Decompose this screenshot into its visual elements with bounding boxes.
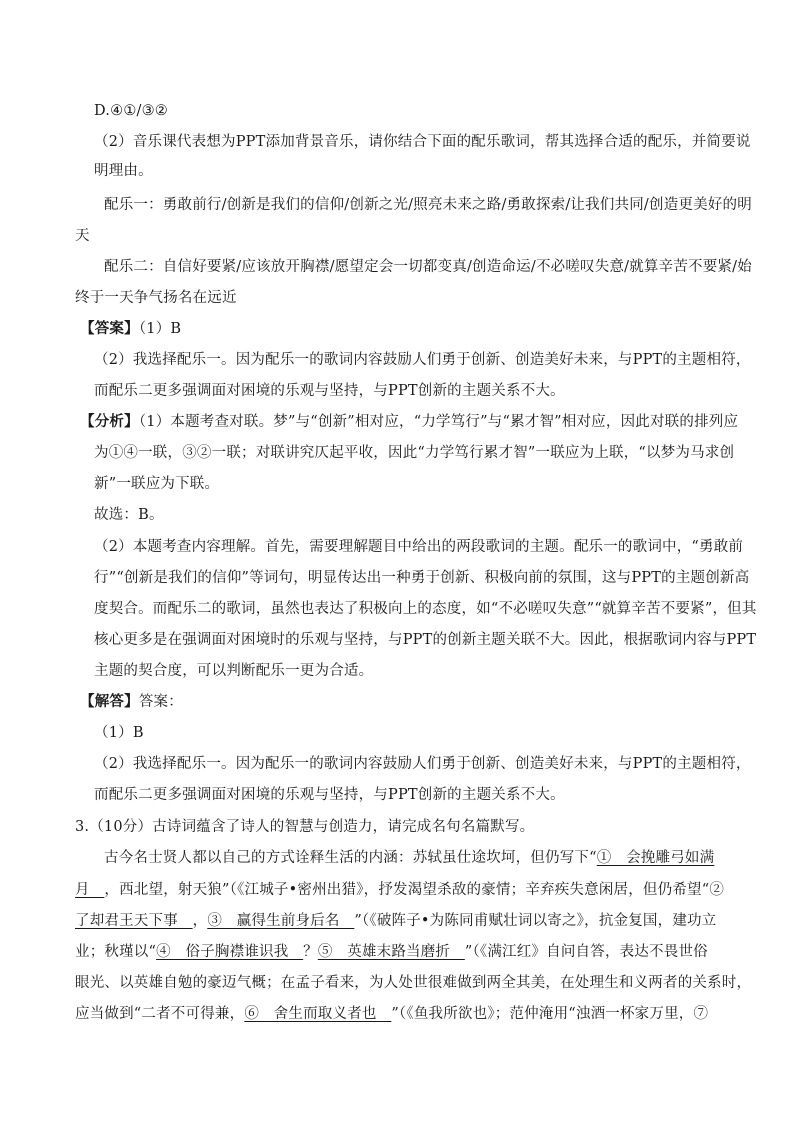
analysis-2-line4: 核心更多是在强调面对困境时的乐观与坚持，与PPT的创新主题关联不大。因此，根据歌词内容与PPT	[94, 632, 757, 648]
q3-line5: 眼光、以英雄自勉的豪迈气概；在孟子看来，为人处世很难做到两全其美，在处理生和义两者的关系时，	[75, 975, 752, 991]
q3-line4	[75, 942, 708, 962]
sub-question-2-line2: 明理由。	[94, 163, 153, 179]
q3-line4-text-c: ”（《满江红》自问自答，表达不畏世俗	[464, 944, 708, 960]
music-option-1-line1: 配乐一：勇敢前行/创新是我们的信仰/创新之光/照亮未来之路/勇敢探索/让我们共同/创造更美好的明	[104, 197, 752, 213]
q3-line4-text-b: ？	[303, 944, 318, 960]
answer-1: （1）B	[138, 321, 182, 337]
music-option-2-line2: 终于一天争气扬名在远近	[75, 290, 237, 306]
music-option-1-line2: 天	[75, 228, 90, 244]
blank-1-cont: 月	[75, 882, 105, 898]
q3-line3-text: ”（《破阵子•为陈同甫赋壮词以寄之》，抗金复国，建功立	[354, 913, 717, 929]
q3-line2-text: ，西北望，射天狼”（《江城子•密州出猎》，抒发渴望杀敌的豪情；辛弃疾失意闲居，但仍希望“	[104, 882, 710, 898]
analysis-1-line2: 为①④一联，③②一联；对联讲究仄起平收，因此“力学笃行累才智”一联应为上联，“以梦为马求创	[94, 445, 735, 461]
blank-5: ⑤ 英雄末路当磨折	[317, 944, 465, 960]
analysis-1-line3: 新”一联应为下联。	[94, 476, 220, 492]
analysis-1-line1: （1）本题考查对联。梦”与“创新”相对应，“力学笃行”与“累才智”相对应，因此对联的排列应	[138, 414, 739, 430]
analysis-2-line3: 度契合。而配乐二的歌词，虽然也表达了积极向上的态度，如“不必嗟叹失意”“就算辛苦不要紧”，但其	[94, 601, 757, 617]
q3-line1-text: 古今名士贤人都以自己的方式诠释生活的内涵：苏轼虽仕途坎坷，但仍写下“	[104, 850, 597, 866]
answer-2-line2: 而配乐二更多强调面对困境的乐观与坚持，与PPT创新的主题关系不大。	[94, 383, 565, 399]
q3-line1	[104, 848, 714, 868]
solution-label: 答案：	[138, 694, 183, 710]
analysis-2-line5: 主题的契合度，可以判断配乐一更为合适。	[94, 663, 374, 679]
music-option-2-line1: 配乐二：自信好要紧/应该放开胸襟/愿望定会一切都变真/创造命运/不必嗟叹失意/就算辛苦不要紧/始	[104, 259, 752, 275]
solution-tag: 【解答】	[80, 693, 139, 710]
blank-2: 了却君王天下事	[75, 913, 193, 929]
analysis-2-line1: （2）本题考查内容理解。首先，需要理解题目中给出的两段歌词的主题。配乐一的歌词中，“勇敢前	[94, 539, 744, 555]
solution-2-line2: 而配乐二更多强调面对困境的乐观与坚持，与PPT创新的主题关系不大。	[94, 787, 565, 803]
q3-line6-text-b: ”（《鱼我所欲也》；范仲淹用“浊酒一杯家万里，⑦	[391, 1006, 709, 1022]
option-d: D.④①/③②	[94, 103, 168, 119]
q3-line6-text-a: 应当做到“二者不可得兼，	[75, 1006, 245, 1022]
blank-4: ④ 俗子胸襟谁识我	[156, 944, 304, 960]
analysis-2-line2: 行”“创新是我们的信仰”等词句，明显传达出一种勇于创新、积极向前的氛围，这与PPT的主题创新高	[94, 570, 750, 586]
q3-line3-sep: ，	[192, 913, 208, 929]
answer-tag: 【答案】	[80, 320, 139, 337]
blank-1: ① 会挽雕弓如满	[596, 850, 715, 866]
analysis-tag: 【分析】	[80, 413, 139, 430]
analysis-choice: 故选：B。	[94, 507, 164, 523]
q3-line3	[75, 911, 716, 931]
q3-line4-text-a: 业；秋瑾以“	[75, 944, 157, 960]
solution-2-line1: （2）我选择配乐一。因为配乐一的歌词内容鼓励人们勇于创新、创造美好未来，与PPT的主题相符，	[94, 756, 751, 772]
blank-3: ③ 赢得生前身后名	[207, 913, 355, 929]
analysis-row	[80, 412, 738, 432]
solution-1: （1）B	[94, 725, 144, 741]
answer-2-line1: （2）我选择配乐一。因为配乐一的歌词内容鼓励人们勇于创新、创造美好未来，与PPT的主题相符，	[94, 352, 751, 368]
blank-2-number: ②	[709, 882, 725, 898]
q3-line2	[75, 880, 724, 900]
blank-6: ⑥ 舍生而取义者也	[244, 1006, 392, 1022]
question-3-heading: 3.（10分）古诗词蕴含了诗人的智慧与创造力，请完成名句名篇默写。	[75, 819, 535, 835]
answer-row	[80, 319, 181, 339]
sub-question-2-line1: （2）音乐课代表想为PPT添加背景音乐，请你结合下面的配乐歌词，帮其选择合适的配乐，并简要说	[94, 134, 751, 150]
solution-row	[80, 692, 183, 712]
q3-line6	[75, 1004, 708, 1024]
